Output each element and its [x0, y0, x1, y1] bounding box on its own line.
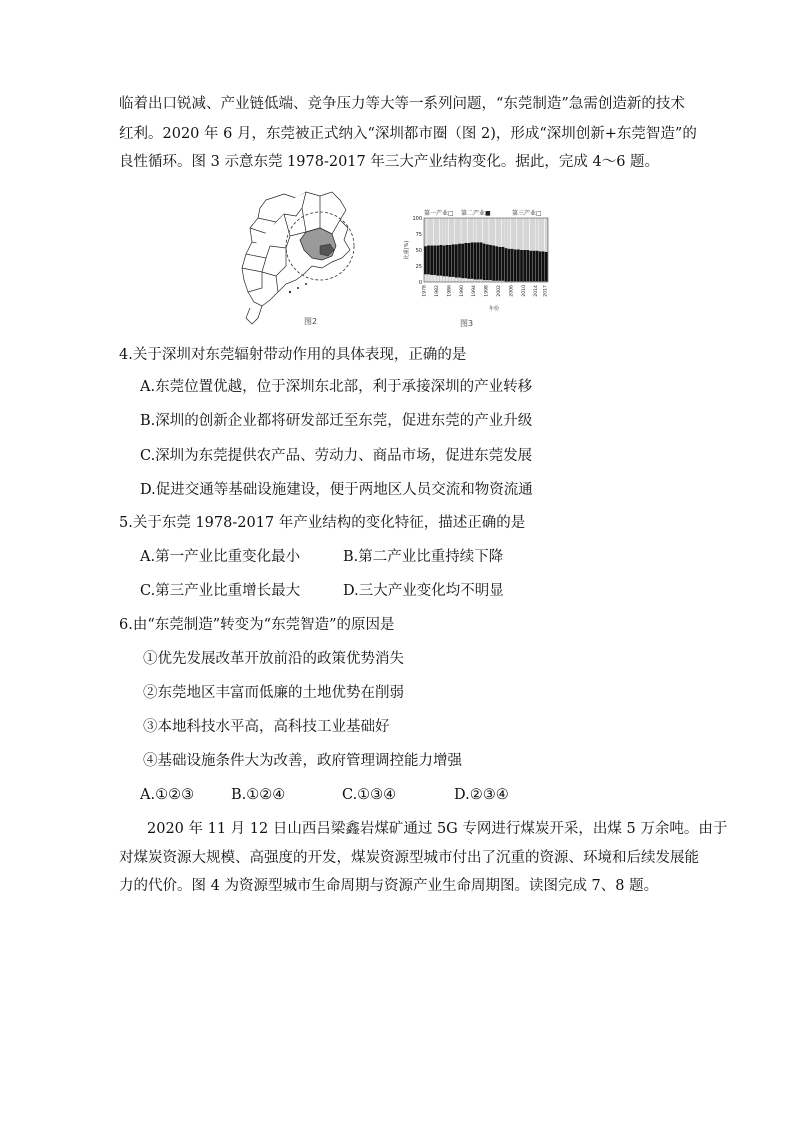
bar-tertiary-2000	[492, 218, 495, 246]
q6-option-a[interactable]: A.①②③	[140, 787, 195, 803]
bar-secondary-1989	[458, 244, 461, 278]
q5-option-a[interactable]: A.第一产业比重变化最小	[140, 549, 301, 565]
bar-secondary-2014	[536, 251, 539, 282]
bar-secondary-1996	[480, 242, 483, 279]
y-tick-label: 50	[415, 247, 422, 254]
q5-option-d[interactable]: D.三大产业变化均不明显	[343, 583, 504, 599]
y-tick-label: 0	[418, 279, 422, 286]
bar-primary-1987	[452, 277, 455, 282]
x-axis-label: 年份	[488, 306, 500, 312]
bar-secondary-1986	[449, 245, 452, 277]
bar-tertiary-1992	[467, 218, 470, 243]
intro-line-3: 良性循环。图 3 示意东莞 1978-2017 年三大产业结构变化。据此，完成 4～6 题。	[119, 154, 660, 170]
bar-secondary-2002	[498, 247, 501, 281]
legend-primary: 第一产业□	[424, 210, 454, 217]
bar-secondary-1980	[430, 246, 433, 275]
q4-option-a[interactable]: A.东莞位置优越，位于深圳东北部，利于承接深圳的产业转移	[140, 379, 533, 395]
bar-tertiary-1984	[443, 218, 446, 246]
bar-secondary-1998	[486, 244, 489, 280]
x-tick-label: 1994	[472, 285, 478, 297]
bar-secondary-2012	[529, 251, 532, 282]
bar-tertiary-1989	[458, 218, 461, 244]
bar-secondary-2009	[520, 250, 523, 281]
bar-tertiary-2009	[520, 218, 523, 250]
bar-secondary-2010	[523, 250, 526, 281]
q5-stem: 5.关于东莞 1978-2017 年产业结构的变化特征，描述正确的是	[119, 515, 526, 531]
bar-primary-1979	[427, 274, 430, 282]
bar-tertiary-2005	[508, 218, 511, 249]
x-tick-label: 2002	[496, 285, 502, 297]
bar-primary-1981	[433, 275, 436, 282]
bar-primary-1978	[424, 274, 427, 282]
bar-tertiary-1979	[427, 218, 430, 246]
bar-tertiary-2010	[523, 218, 526, 250]
bar-tertiary-2017	[545, 218, 548, 252]
figure3-caption: 图3	[460, 319, 474, 328]
bar-secondary-2004	[505, 248, 508, 281]
bar-tertiary-2014	[536, 218, 539, 251]
bar-tertiary-1995	[477, 218, 480, 242]
q6-statement-2: ②东莞地区丰富而低廉的土地优势在削弱	[143, 685, 404, 701]
q6-option-c[interactable]: C.①③④	[342, 787, 397, 803]
y-tick-label: 100	[412, 215, 422, 222]
bar-tertiary-1978	[424, 218, 427, 246]
bar-secondary-2016	[542, 251, 545, 281]
intro-line-2: 红利。2020 年 6 月，东莞被正式纳入“深圳都市圈（图 2)，形成“深圳创新+东莞智造”的	[119, 126, 697, 142]
y-tick-label: 25	[415, 263, 422, 270]
bar-secondary-1991	[464, 243, 467, 278]
bar-tertiary-1982	[436, 218, 439, 246]
bar-primary-1994	[474, 279, 477, 282]
bar-secondary-1992	[467, 243, 470, 279]
bar-tertiary-2008	[517, 218, 520, 249]
legend-tertiary: 第三产业□	[512, 210, 542, 217]
bar-secondary-1984	[443, 246, 446, 277]
x-tick-label: 2014	[534, 285, 540, 297]
bar-tertiary-2006	[511, 218, 514, 249]
bar-tertiary-2015	[539, 218, 542, 251]
bar-secondary-2006	[511, 249, 514, 282]
bar-primary-1986	[449, 277, 452, 282]
bar-secondary-2001	[495, 246, 498, 281]
q4-stem: 4.关于深圳对东莞辐射带动作用的具体表现，正确的是	[119, 347, 467, 363]
bar-primary-1983	[440, 276, 443, 282]
bar-secondary-1993	[471, 242, 474, 278]
bar-tertiary-1986	[449, 218, 452, 245]
x-tick-label: 1990	[459, 285, 465, 297]
guangdong-map-figure	[236, 188, 396, 328]
bar-tertiary-1980	[430, 218, 433, 246]
x-tick-label: 2006	[509, 285, 515, 297]
bar-primary-1992	[467, 279, 470, 282]
q6-stem: 6.由“东莞制造”转变为“东莞智造”的原因是	[119, 617, 395, 633]
bar-secondary-2013	[533, 251, 536, 282]
q5-option-b[interactable]: B.第二产业比重持续下降	[343, 549, 504, 565]
bar-secondary-1999	[489, 245, 492, 280]
bar-tertiary-1991	[464, 218, 467, 243]
bar-tertiary-2002	[498, 218, 501, 247]
bar-tertiary-2012	[529, 218, 532, 251]
bar-secondary-1985	[446, 245, 449, 276]
bar-secondary-1987	[452, 244, 455, 277]
bar-tertiary-1983	[440, 218, 443, 245]
para2-line-2: 对煤炭资源大规模、高强度的开发，煤炭资源型城市付出了沉重的资源、环境和后续发展能	[119, 850, 699, 866]
bar-tertiary-1994	[474, 218, 477, 242]
x-tick-label: 1982	[434, 285, 440, 297]
y-tick-label: 75	[415, 231, 422, 238]
q4-option-c[interactable]: C.深圳为东莞提供农产品、劳动力、商品市场，促进东莞发展	[140, 448, 533, 464]
bar-primary-1985	[446, 276, 449, 282]
bar-secondary-1979	[427, 246, 430, 275]
bar-primary-1982	[436, 276, 439, 282]
bar-secondary-1978	[424, 246, 427, 274]
bar-primary-1988	[455, 278, 458, 282]
bar-primary-1995	[477, 279, 480, 282]
bar-secondary-2000	[492, 246, 495, 281]
bar-primary-1980	[430, 275, 433, 282]
intro-line-1: 临着出口锐减、产业链低端、竞争压力等大等一系列问题，“东莞制造”急需创造新的技术	[119, 96, 685, 112]
bar-primary-1991	[464, 278, 467, 282]
x-tick-label: 1998	[484, 285, 490, 297]
q6-statement-3: ③本地科技水平高，高科技工业基础好	[143, 719, 390, 735]
bar-primary-1997	[483, 280, 486, 282]
bar-primary-1989	[458, 278, 461, 282]
figures-block	[236, 188, 552, 328]
q6-option-b[interactable]: B.①②④	[231, 787, 286, 803]
x-tick-label: 1978	[422, 285, 428, 297]
bar-tertiary-1993	[471, 218, 474, 242]
bar-secondary-1990	[461, 244, 464, 279]
bar-secondary-1981	[433, 246, 436, 275]
bar-secondary-1982	[436, 246, 439, 276]
bar-tertiary-2011	[526, 218, 529, 250]
bar-secondary-2003	[502, 247, 505, 281]
bar-secondary-1983	[440, 245, 443, 276]
x-tick-label: 2017	[543, 285, 549, 297]
q6-statement-4: ④基础设施条件大为改善，政府管理调控能力增强	[143, 753, 462, 769]
bar-tertiary-1999	[489, 218, 492, 245]
industry-structure-chart	[402, 206, 552, 326]
bar-secondary-1997	[483, 244, 486, 280]
bar-secondary-1988	[455, 244, 458, 277]
bar-tertiary-1987	[452, 218, 455, 244]
para2-line-3: 力的代价。图 4 为资源型城市生命周期与资源产业生命周期图。读图完成 7、8 题。	[119, 878, 659, 894]
figure2-caption: 图2	[304, 317, 318, 326]
bar-secondary-2008	[517, 249, 520, 281]
bar-primary-1984	[443, 276, 446, 282]
x-tick-label: 1986	[447, 285, 453, 297]
q6-statement-1: ①优先发展改革开放前沿的政策优势消失	[143, 651, 404, 667]
bar-secondary-2011	[526, 250, 529, 281]
bar-secondary-1995	[477, 242, 480, 279]
q6-option-d[interactable]: D.②③④	[454, 787, 509, 803]
bar-tertiary-1998	[486, 218, 489, 244]
bar-secondary-1994	[474, 242, 477, 279]
bar-tertiary-2004	[505, 218, 508, 248]
bar-primary-1999	[489, 280, 492, 282]
bar-primary-1996	[480, 279, 483, 282]
bar-primary-1993	[471, 279, 474, 282]
bar-secondary-2017	[545, 252, 548, 281]
bar-tertiary-1996	[480, 218, 483, 242]
bar-tertiary-2007	[514, 218, 517, 249]
bar-tertiary-1981	[433, 218, 436, 246]
x-tick-label: 2010	[521, 285, 527, 297]
bar-tertiary-1997	[483, 218, 486, 244]
bar-secondary-2015	[539, 251, 542, 281]
bar-tertiary-2016	[542, 218, 545, 251]
bar-tertiary-2013	[533, 218, 536, 251]
para2-line-1: 2020 年 11 月 12 日山西吕梁鑫岩煤矿通过 5G 专网进行煤炭开采，出煤 5 万余吨。由于	[147, 821, 728, 837]
bar-tertiary-1990	[461, 218, 464, 244]
bar-primary-1990	[461, 278, 464, 282]
legend-secondary: 第二产业■	[461, 210, 491, 217]
q4-option-d[interactable]: D.促进交通等基础设施建设，便于两地区人员交流和物资流通	[140, 482, 533, 498]
bar-secondary-2005	[508, 249, 511, 282]
bar-tertiary-2001	[495, 218, 498, 246]
q5-option-c[interactable]: C.第三产业比重增长最大	[140, 583, 301, 599]
y-axis-label: 比重(%)	[404, 240, 410, 260]
bar-tertiary-1985	[446, 218, 449, 245]
bar-secondary-2007	[514, 249, 517, 281]
bar-tertiary-2003	[502, 218, 505, 247]
bar-primary-1998	[486, 280, 489, 282]
bar-tertiary-1988	[455, 218, 458, 244]
q4-option-b[interactable]: B.深圳的创新企业都将研发部迁至东莞，促进东莞的产业升级	[140, 413, 533, 429]
